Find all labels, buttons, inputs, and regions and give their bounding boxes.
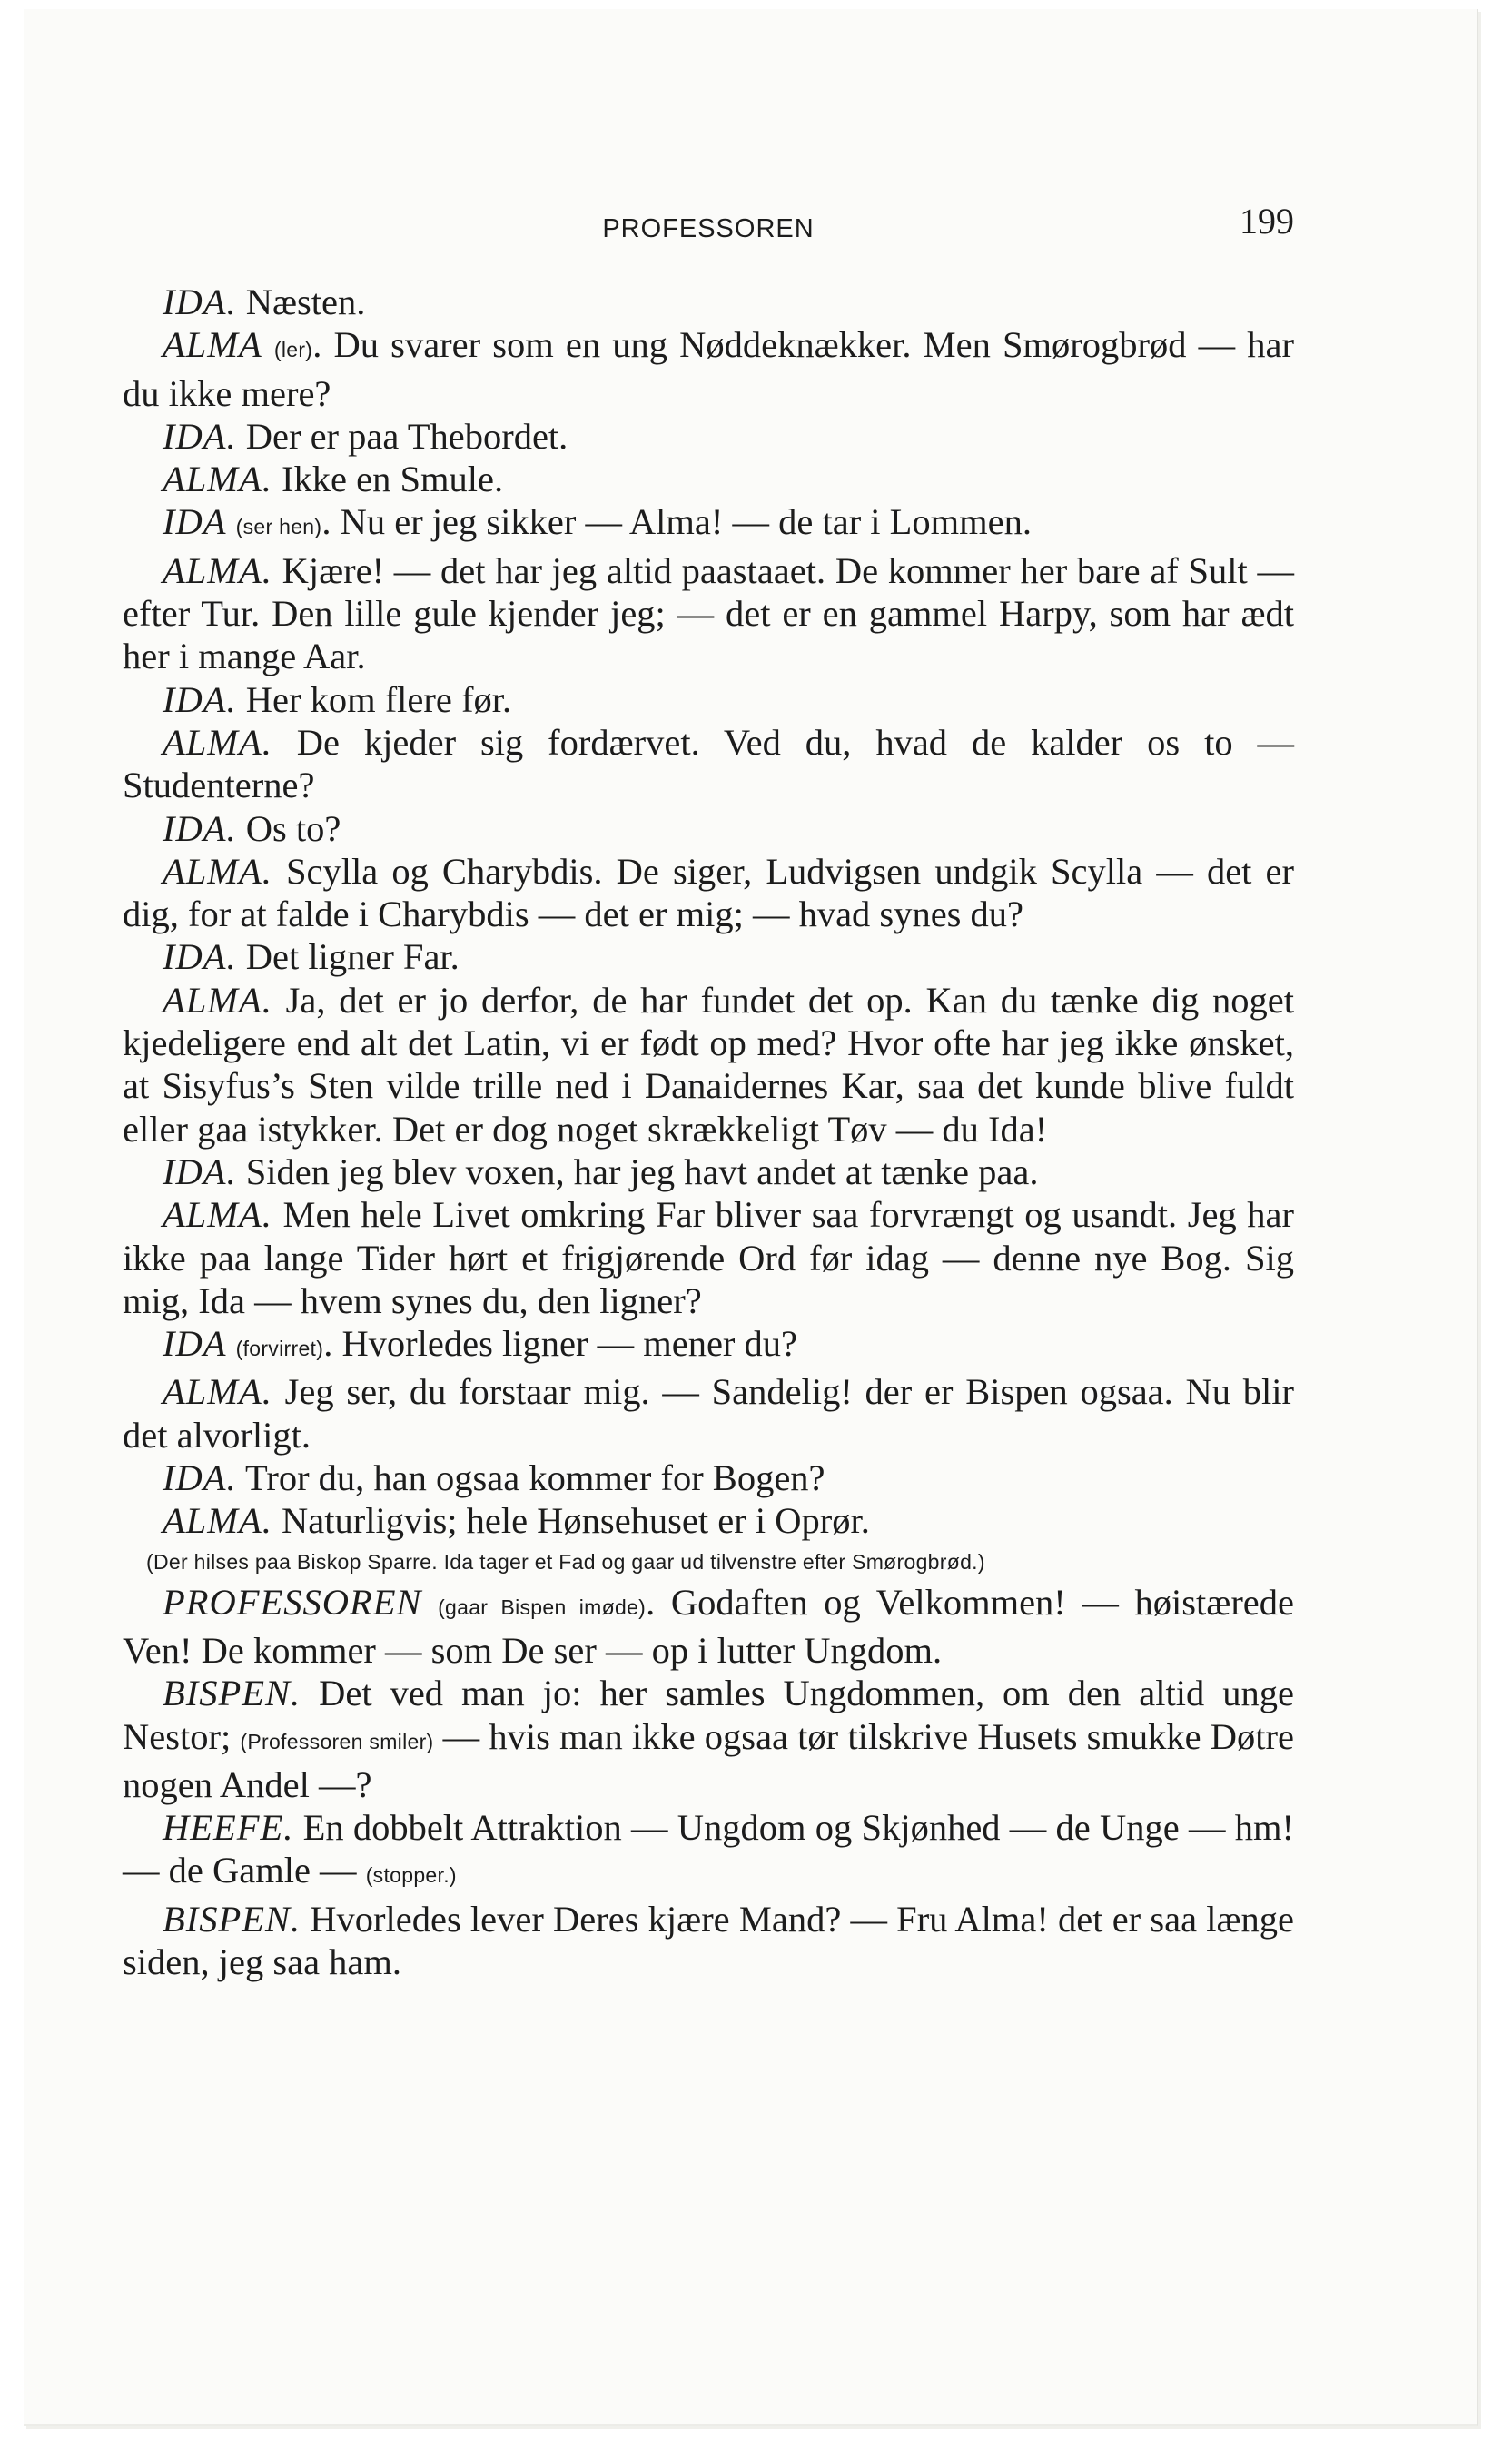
speaker-name: IDA	[163, 281, 227, 322]
speaker-name: BISPEN	[163, 1673, 291, 1714]
running-title: PROFESSOREN	[602, 214, 815, 243]
dialogue-text: Ikke en Smule.	[282, 459, 504, 500]
speaker-name: BISPEN	[163, 1898, 291, 1940]
dialogue-line: IDA. Her kom flere før.	[163, 678, 512, 720]
speaker-name: ALMA	[163, 1371, 262, 1413]
dialogue-text: Men hele Livet omkring Far bliver saa forvrængt og usandt. Jeg har ikke paa lange Tider hørt et frigjørende Ord før idag — denne nye Bog. Sig mig, Ida — hvem synes du, den ligner?	[123, 1194, 1295, 1321]
stage-direction: (gaar Bispen imøde)	[438, 1595, 647, 1619]
dialogue-line: BISPEN. Det ved man jo: her samles Ungdommen, om den altid unge Nestor; (Professoren smiler) — hvis man ikke ogsaa tør tilskrive Husets smukke Døtre nogen Andel —?	[123, 1673, 1295, 1805]
dialogue-text: Naturligvis; hele Hønsehuset er i Oprør.	[282, 1500, 870, 1542]
dialogue-line: ALMA. Ja, det er jo derfor, de har fundet det op. Kan du tænke dig noget kjedeligere end alt det Latin, vi er født op med? Hvor ofte har jeg ikke ønsket, at Sisyfus’s Sten vilde trille ned i Danaidernes Kar, saa det kunde blive fuldt eller gaa istykker. Det er dog noget skrækkeligt Tøv — du Ida!	[123, 979, 1294, 1150]
dialogue-line: IDA (ser hen). Nu er jeg sikker — Alma! — de tar i Lommen.	[163, 501, 1033, 543]
dialogue-text: Kjære! — det har jeg altid paastaaet. De kommer her bare af Sult — efter Tur. Den lille gule kjender jeg; — det er en gammel Harpy, som har ædt her i mange Aar.	[123, 549, 1295, 677]
dialogue-line: IDA. Siden jeg blev voxen, har jeg havt andet at tænke paa.	[163, 1150, 1039, 1192]
stage-direction: (forvirret)	[235, 1337, 324, 1361]
speaker-name: ALMA	[163, 1194, 262, 1236]
speaker-name: ALMA	[163, 979, 262, 1021]
speaker-name: PROFESSOREN	[163, 1581, 422, 1623]
dialogue-line: ALMA. Kjære! — det har jeg altid paastaaet. De kommer her bare af Sult — efter Tur. Den lille gule kjender jeg; — det er en gammel Harpy, som har ædt her i mange Aar.	[123, 549, 1295, 677]
speaker-name: IDA	[163, 1457, 227, 1499]
speaker-name: IDA	[163, 501, 227, 543]
dialogue-text: Du svarer som en ung Nøddeknækker. Men Smørogbrød — har du ikke mere?	[123, 324, 1294, 414]
speaker-name: IDA	[163, 1323, 227, 1365]
speaker-name: ALMA	[163, 850, 262, 892]
dialogue-text: Det ligner Far.	[245, 936, 460, 978]
speaker-name: IDA	[163, 936, 227, 978]
dialogue-text: Der er paa Thebordet.	[245, 415, 568, 457]
dialogue-line: PROFESSOREN (gaar Bispen imøde). Godaften og Velkommen! — høistærede Ven! De kommer — som De ser — op i lutter Ungdom.	[123, 1581, 1295, 1671]
dialogue-line: ALMA. Ikke en Smule.	[163, 459, 504, 500]
speaker-name: ALMA	[163, 549, 262, 591]
dialogue-line: ALMA. Scylla og Charybdis. De siger, Ludvigsen undgik Scylla — det er dig, for at falde i Charybdis — det er mig; — hvad synes du?	[123, 850, 1294, 935]
dialogue-line: ALMA. Jeg ser, du forstaar mig. — Sandelig! der er Bispen ogsaa. Nu blir det alvorligt.	[123, 1371, 1294, 1456]
dialogue-text: Her kom flere før.	[245, 678, 512, 720]
dialogue-line: BISPEN. Hvorledes lever Deres kjære Mand? — Fru Alma! det er saa længe siden, jeg saa ham.	[123, 1898, 1294, 1982]
stage-direction-line: (Der hilses paa Biskop Sparre. Ida tager et Fad og gaar ud tilvenstre efter Smørogbrød.)	[146, 1549, 985, 1574]
running-header	[123, 195, 1294, 281]
dialogue-line: IDA. Næsten.	[163, 281, 366, 322]
dialogue-text: De kjeder sig fordærvet. Ved du, hvad de kalder os to — Studenterne?	[123, 721, 1294, 806]
speaker-name: ALMA	[163, 721, 262, 763]
dialogue-line: ALMA (ler). Du svarer som en ung Nøddeknækker. Men Smørogbrød — har du ikke mere?	[123, 324, 1294, 414]
speaker-name: ALMA	[163, 1500, 262, 1542]
speaker-name: HEEFE	[163, 1807, 284, 1849]
dialogue-line: IDA. Det ligner Far.	[163, 936, 460, 978]
dialogue-line: HEEFE. En dobbelt Attraktion — Ungdom og Skjønhed — de Unge — hm! — de Gamle — (stopper.)	[123, 1807, 1294, 1891]
dialogue-line: IDA. Tror du, han ogsaa kommer for Bogen?	[163, 1457, 825, 1499]
dialogue-text: Nu er jeg sikker — Alma! — de tar i Lommen.	[340, 501, 1033, 543]
dialogue-line: IDA. Der er paa Thebordet.	[163, 415, 568, 457]
book-page	[24, 9, 1478, 2426]
dialogue-line: ALMA. De kjeder sig fordærvet. Ved du, hvad de kalder os to — Studenterne?	[123, 721, 1294, 806]
speaker-name: IDA	[163, 807, 227, 849]
dialogue-text: Godaften og Velkommen! — høistærede Ven! De kommer — som De ser — op i lutter Ungdom.	[123, 1581, 1295, 1671]
speaker-name: IDA	[163, 1150, 227, 1192]
dialogue-text: Det ved man jo: her samles Ungdommen, om den altid unge Nestor;	[123, 1673, 1294, 1757]
stage-direction: (ler)	[273, 338, 313, 362]
speaker-name: IDA	[163, 678, 227, 720]
stage-direction: (ser hen)	[235, 515, 322, 539]
dialogue-text: Jeg ser, du forstaar mig. — Sandelig! der er Bispen ogsaa. Nu blir det alvorligt.	[123, 1371, 1294, 1456]
speaker-name: ALMA	[163, 459, 262, 500]
dialogue-line: IDA. Os to?	[163, 807, 341, 849]
dialogue-text: Siden jeg blev voxen, har jeg havt andet at tænke paa.	[245, 1150, 1039, 1192]
dialogue-text: En dobbelt Attraktion — Ungdom og Skjønhed — de Unge — hm! — de Gamle —	[123, 1807, 1294, 1891]
dialogue-line: ALMA. Naturligvis; hele Hønsehuset er i Oprør.	[163, 1500, 870, 1542]
dialogue-text: Hvorledes ligner — mener du?	[341, 1323, 798, 1365]
dialogue-text: Os to?	[245, 807, 341, 849]
stage-direction: (Professoren smiler)	[240, 1729, 434, 1753]
dialogue-text: — hvis man ikke ogsaa tør tilskrive Husets smukke Døtre nogen Andel —?	[123, 1715, 1295, 1805]
dialogue-text: Tror du, han ogsaa kommer for Bogen?	[245, 1457, 825, 1499]
speaker-name: ALMA	[163, 324, 262, 366]
page-number: 199	[1240, 201, 1294, 242]
dialogue-text: Scylla og Charybdis. De siger, Ludvigsen undgik Scylla — det er dig, for at falde i Charybdis — det er mig; — hvad synes du?	[123, 850, 1294, 935]
dialogue-line: IDA (forvirret). Hvorledes ligner — mener du?	[163, 1323, 798, 1365]
speaker-name: IDA	[163, 415, 227, 457]
dialogue-text: Hvorledes lever Deres kjære Mand? — Fru Alma! det er saa længe siden, jeg saa ham.	[123, 1898, 1294, 1982]
dialogue-text: Næsten.	[245, 281, 366, 322]
page-text	[123, 195, 1294, 1983]
dialogue-text: Ja, det er jo derfor, de har fundet det op. Kan du tænke dig noget kjedeligere end alt det Latin, vi er født op med? Hvor ofte har jeg ikke ønsket, at Sisyfus’s Sten vilde trille ned i Danaidernes Kar, saa det kunde blive fuldt eller gaa istykker. Det er dog noget skrækkeligt Tøv — du Ida!	[123, 979, 1294, 1150]
dialogue-line: ALMA. Men hele Livet omkring Far bliver saa forvrængt og usandt. Jeg har ikke paa lange Tider hørt et frigjørende Ord før idag — denne nye Bog. Sig mig, Ida — hvem synes du, den ligner?	[123, 1194, 1295, 1321]
stage-direction: (stopper.)	[365, 1863, 457, 1888]
